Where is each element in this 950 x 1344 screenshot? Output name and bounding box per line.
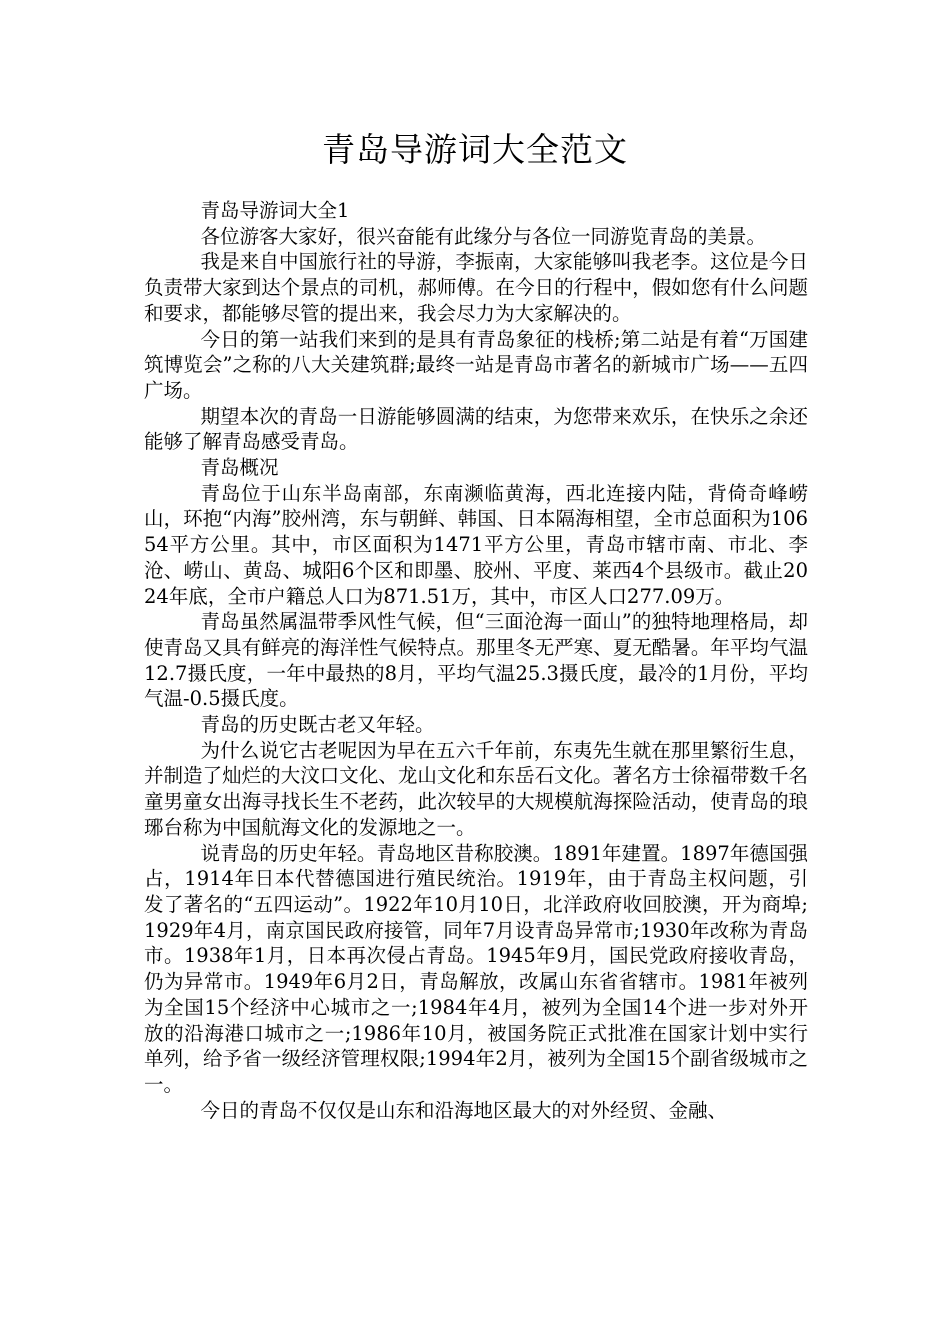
paragraph-climate: 青岛虽然属温带季风性气候，但“三面沧海一面山”的独特地理格局，却使青岛又具有鲜亮的海洋性气候特点。那里冬无严寒、夏无酷暑。年平均气温12.7摄氏度，一年中最热的8月，平均气温25.3摄氏度，最冷的1月份，平均气温-0.5摄氏度。 bbox=[144, 610, 808, 711]
document-title: 青岛导游词大全范文 bbox=[322, 130, 628, 169]
paragraph-guide-intro: 我是来自中国旅行社的导游，李振南，大家能够叫我老李。这位是今日负责带大家到达个景点的司机，郝师傅。在今日的行程中，假如您有什么问题和要求，都能够尽管的提出来，我会尽力为大家解决的。 bbox=[144, 250, 808, 325]
paragraph-itinerary: 今日的第一站我们来到的是具有青岛象征的栈桥;第二站是有着“万国建筑博览会”之称的八大关建筑群;最终一站是青岛市著名的新城市广场——五四广场。 bbox=[144, 327, 808, 402]
document-body bbox=[144, 198, 808, 1123]
paragraph-wishes: 期望本次的青岛一日游能够圆满的结束，为您带来欢乐，在快乐之余还能够了解青岛感受青岛。 bbox=[144, 404, 808, 454]
paragraph-modern-history: 说青岛的历史年轻。青岛地区昔称胶澳。1891年建置。1897年德国强占，1914年日本代替德国进行殖民统治。1919年，由于青岛主权问题，引发了著名的“五四运动”。1922年10月10日，北洋政府收回胶澳，开为商埠;1929年4月，南京国民政府接管，同年7月设青岛异常市;1930年改称为青岛市。1938年1月，日本再次侵占青岛。1945年9月，国民党政府接收青岛，仍为异常市。1949年6月2日，青岛解放，改属山东省省辖市。1981年被列为全国15个经济中心城市之一;1984年4月，被列为全国14个进一步对外开放的沿海港口城市之一;1986年10月，被国务院正式批准在国家计划中实行单列，给予省一级经济管理权限;1994年2月，被列为全国15个副省级城市之一。 bbox=[144, 841, 808, 1096]
paragraph-greeting: 各位游客大家好，很兴奋能有此缘分与各位一同游览青岛的美景。 bbox=[200, 224, 767, 248]
paragraph-overview-heading: 青岛概况 bbox=[200, 456, 279, 480]
paragraph-section-heading: 青岛导游词大全1 bbox=[200, 199, 350, 222]
paragraph-geography: 青岛位于山东半岛南部，东南濒临黄海，西北连接内陆，背倚奇峰崂山，环抱“内海”胶州湾，东与朝鲜、韩国、日本隔海相望，全市总面积为10654平方公里。其中，市区面积为1471平方公里，青岛市辖市南、市北、李沧、崂山、黄岛、城阳6个区和即墨、胶州、平度、莱西4个县级市。截止2024年底，全市户籍总人口为871.51万，其中，市区人口277.09万。 bbox=[144, 481, 808, 608]
paragraph-history-intro: 青岛的历史既古老又年轻。 bbox=[200, 713, 435, 737]
paragraph-ancient-history: 为什么说它古老呢因为早在五六千年前，东夷先生就在那里繁衍生息，并制造了灿烂的大汶口文化、龙山文化和东岳石文化。著名方士徐福带数千名童男童女出海寻找长生不老药，此次较早的大规模航海探险活动，使青岛的琅琊台称为中国航海文化的发源地之一。 bbox=[144, 738, 808, 839]
paragraph-today: 今日的青岛不仅仅是山东和沿海地区最大的对外经贸、金融、 bbox=[200, 1098, 728, 1122]
